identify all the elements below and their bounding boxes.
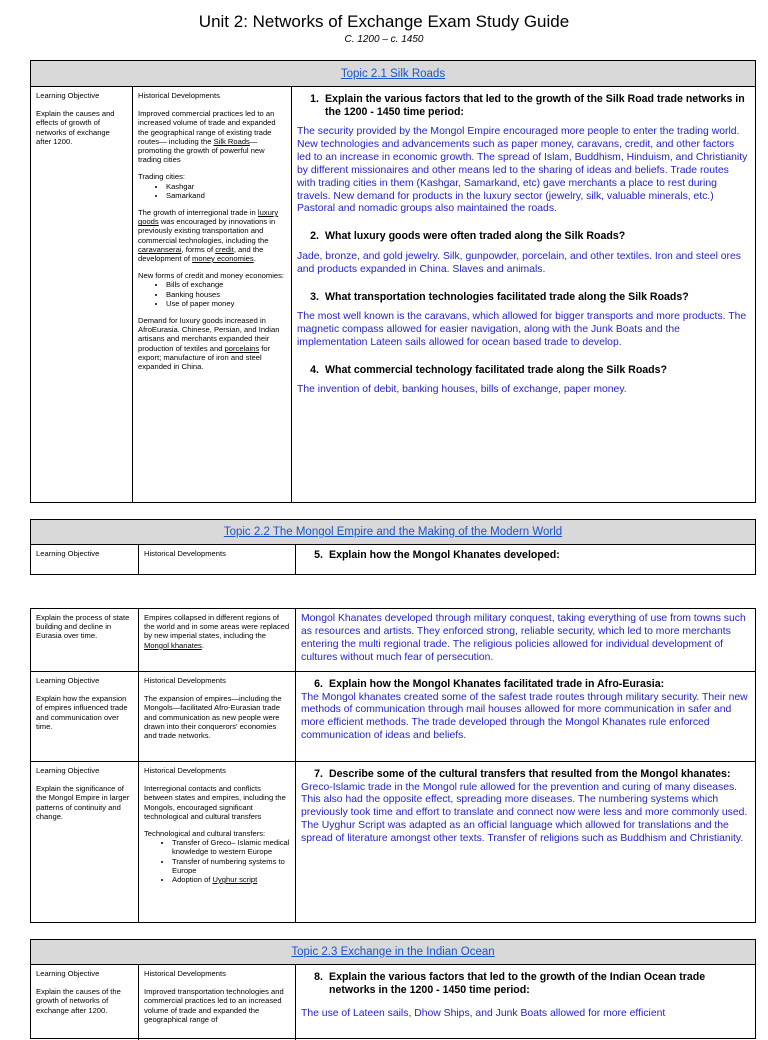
topic-2-2-label-row: [31, 545, 755, 574]
answer-2: Jade, bronze, and gold jewelry. Silk, gunpowder, porcelain, and other textiles. Iron and steel ores and products expanded in China. Slaves and animals.: [297, 250, 741, 275]
credit-list: [138, 280, 286, 308]
question-3: 3. What transportation technologies facilitated trade along the Silk Roads?: [310, 290, 689, 303]
list-item: • Transfer of numbering systems to Europe: [172, 857, 290, 875]
development-text: Improved transportation technologies and commercial practices led to an increased volume of trade and expanded the geographical range of: [144, 987, 284, 1024]
historical-developments-cell: [133, 87, 292, 502]
trading-cities-list: [138, 182, 286, 200]
question-cell: [296, 965, 755, 1040]
historical-developments-cell: [139, 762, 296, 922]
answer-3: The most well known is the caravans, which allowed for bigger transports and more products. The magnetic compass allowed for easier navigation, along with the Junk Boats and the implementation Lateen sails allowed for ocean based trade to develop.: [297, 311, 747, 348]
question-1: 1. Explain the various factors that led to the growth of the Silk Road trade networks in the 1200 - 1450 time period:: [310, 93, 745, 118]
transfers-list: [144, 838, 290, 884]
answer-7: Greco-Islamic trade in the Mongol rule allowed for the prevention and curing of many diseases. This also had the opposite effect, spreading more diseases. The numbering systems which previously took time and effort to translate and connect now were less and more commonly used. The Uyghur Script was adapted as an official language which allowed for translations and the spread of literature amongst other texts. Transfer of religions such as Buddhism and Christianity.: [301, 781, 748, 845]
historical-developments-cell: [139, 965, 296, 1040]
topic-2-1-table: [30, 60, 756, 503]
list-item: • Bills of exchange: [166, 280, 286, 289]
historical-developments-label: Historical Developments: [138, 91, 220, 100]
list-item: • Use of paper money: [166, 299, 286, 308]
learning-objective-text: Explain the process of state building and decline in Eurasia over time.: [36, 613, 130, 641]
historical-developments-cell: [139, 672, 296, 761]
topic-2-1-header: [31, 61, 755, 87]
topic-2-2-table: [30, 519, 756, 575]
document-subtitle: C. 1200 – c. 1450: [344, 34, 424, 45]
learning-objective-text: Explain how the expansion of empires influenced trade and communication over time.: [36, 694, 128, 731]
answer-4: The invention of debit, banking houses, bills of exchange, paper money.: [297, 384, 627, 396]
learning-objective-text: Explain the significance of the Mongol Empire in larger patterns of continuity and change.: [36, 784, 130, 821]
historical-developments-cell: [139, 545, 296, 574]
silk-roads-link: Silk Roads: [213, 136, 250, 146]
questions-cell: [292, 87, 755, 502]
question-2: 2. What luxury goods were often traded along the Silk Roads?: [310, 230, 626, 243]
question-7: 7. Describe some of the cultural transfers that resulted from the Mongol khanates:: [314, 768, 731, 780]
topic-2-3-table: [30, 939, 756, 1039]
historical-developments-label: Historical Developments: [144, 766, 226, 775]
topic-2-1-row: [31, 87, 755, 502]
learning-objective-cell: [31, 87, 133, 502]
list-item: • Transfer of Greco– Islamic medical knowledge to western Europe: [172, 838, 290, 856]
question-8: 8. Explain the various factors that led to the growth of the Indian Ocean trade networks in the 1200 - 1450 time period:: [314, 971, 706, 996]
learning-objective-label: Learning Objective: [36, 969, 100, 978]
question-cell: [296, 672, 755, 761]
answer-5: Mongol Khanates developed through military conquest, taking everything of use from towns such as resources and artists. They enforced strong, reliable security, which led to more merchants entering the multi regional trade. The religious policies allowed for individual development of cultures without much fear of persecution.: [301, 613, 746, 663]
topic-2-2-continued-table: [30, 608, 756, 923]
learning-objective-cell: [31, 545, 139, 574]
question-6: 6. Explain how the Mongol Khanates facilitated trade in Afro-Eurasia:: [314, 678, 665, 690]
topic-2-2-row-3: [31, 761, 755, 922]
learning-objective-cell: [31, 672, 139, 761]
historical-developments-label: Historical Developments: [144, 676, 226, 685]
learning-objective-label: Learning Objective: [36, 676, 100, 685]
historical-developments-label: Historical Developments: [144, 969, 226, 978]
answer-1: The security provided by the Mongol Empire encouraged more people to enter the trading world. New technologies and advancements such as paper money, caravans, credit, and other factors led to an increase in economic growth. The spread of Islam, Buddhism, Hinduism, and Christianity by different missionaires and other means led to the sharing of ideas and beliefs. Trade routes with trading cities in them (Kashgar, Samarkand, etc) gave merchants a place to rest during travels. New demand for products in the luxury sector (jewelry, silk, valuable minerals, etc.) Pastoral and nomadic groups also maintained the roads.: [297, 126, 748, 215]
development-text: Interregional contacts and conflicts between states and empires, including the Mongols, encouraged significant technological and cultural transfers: [144, 784, 286, 821]
development-paragraph: Improved commercial practices led to an increased volume of trade and expanded the geographical range of existing trade routes— including the Silk Roads—promoting the growth of powerful new trading cities: [138, 109, 276, 165]
question-4: 4. What commercial technology facilitated trade along the Silk Roads?: [310, 363, 668, 376]
question-5: 5. Explain how the Mongol Khanates developed:: [314, 549, 560, 561]
list-item: • Samarkand: [166, 191, 286, 200]
topic-2-3-header: [31, 940, 755, 965]
topic-2-3-row: [31, 965, 755, 1040]
development-paragraph: The growth of interregional trade in luxury goods was encouraged by innovations in previously existing transportation and commercial technologies, including the caravanserai, forms of credit, and the development of money economies.: [138, 208, 279, 264]
topic-2-1-link[interactable]: Topic 2.1 Silk Roads: [340, 68, 446, 80]
question-cell: [296, 545, 755, 574]
answer-6: The Mongol khanates created some of the safest trade routes through military security. Their new methods of communication through mail houses allowed for more communication in safer and more efficient methods. The trade developed through the Mongol Khanates rule enforced communication of ideas and beliefs.: [301, 691, 748, 742]
list-item: • Banking houses: [166, 290, 286, 299]
topic-2-2-row-2: [31, 671, 755, 761]
topic-2-2-row-1: [31, 609, 755, 671]
list-item: • Kashgar: [166, 182, 286, 191]
historical-developments-label: Historical Developments: [144, 549, 226, 558]
learning-objective-label: Learning Objective: [36, 91, 100, 100]
development-text: Empires collapsed in different regions of the world and in some areas were replaced by new imperial states, including the Mongol khanates.: [144, 613, 290, 650]
topic-2-2-link[interactable]: Topic 2.2 The Mongol Empire and the Making of the Modern World: [223, 526, 563, 538]
credit-label: New forms of credit and money economies:: [138, 271, 285, 281]
learning-objective-label: Learning Objective: [36, 766, 100, 775]
learning-objective-label: Learning Objective: [36, 549, 100, 558]
topic-2-3-link[interactable]: Topic 2.3 Exchange in the Indian Ocean: [291, 946, 495, 958]
learning-objective-text: Explain the causes and effects of growth of networks of exchange after 1200.: [36, 109, 115, 146]
learning-objective-text: Explain the causes of the growth of networks of exchange after 1200.: [36, 987, 121, 1015]
question-cell: [296, 762, 755, 922]
document-title: Unit 2: Networks of Exchange Exam Study Guide: [198, 12, 570, 31]
development-paragraph: Demand for luxury goods increased in AfroEurasia. Chinese, Persian, and Indian artisans and merchants expanded their production of textiles and porcelains for export; manufacture of iron and steel expanded in China.: [138, 316, 280, 372]
list-item: • Adoption of Uyghur script: [172, 875, 290, 884]
learning-objective-cell: [31, 762, 139, 922]
learning-objective-cell: [31, 609, 139, 671]
development-text: The expansion of empires—including the Mongols—facilitated Afro-Eurasian trade and communication as new people were drawn into their conquerors' economies and trade networks.: [144, 694, 282, 741]
trading-cities-label: Trading cities:: [138, 172, 185, 182]
transfers-label: Technological and cultural transfers:: [144, 829, 266, 839]
historical-developments-cell: [139, 609, 296, 671]
answer-cell: [296, 609, 755, 671]
learning-objective-cell: [31, 965, 139, 1040]
topic-2-2-header: [31, 520, 755, 545]
answer-8: The use of Lateen sails, Dhow Ships, and Junk Boats allowed for more efficient: [301, 1008, 666, 1019]
